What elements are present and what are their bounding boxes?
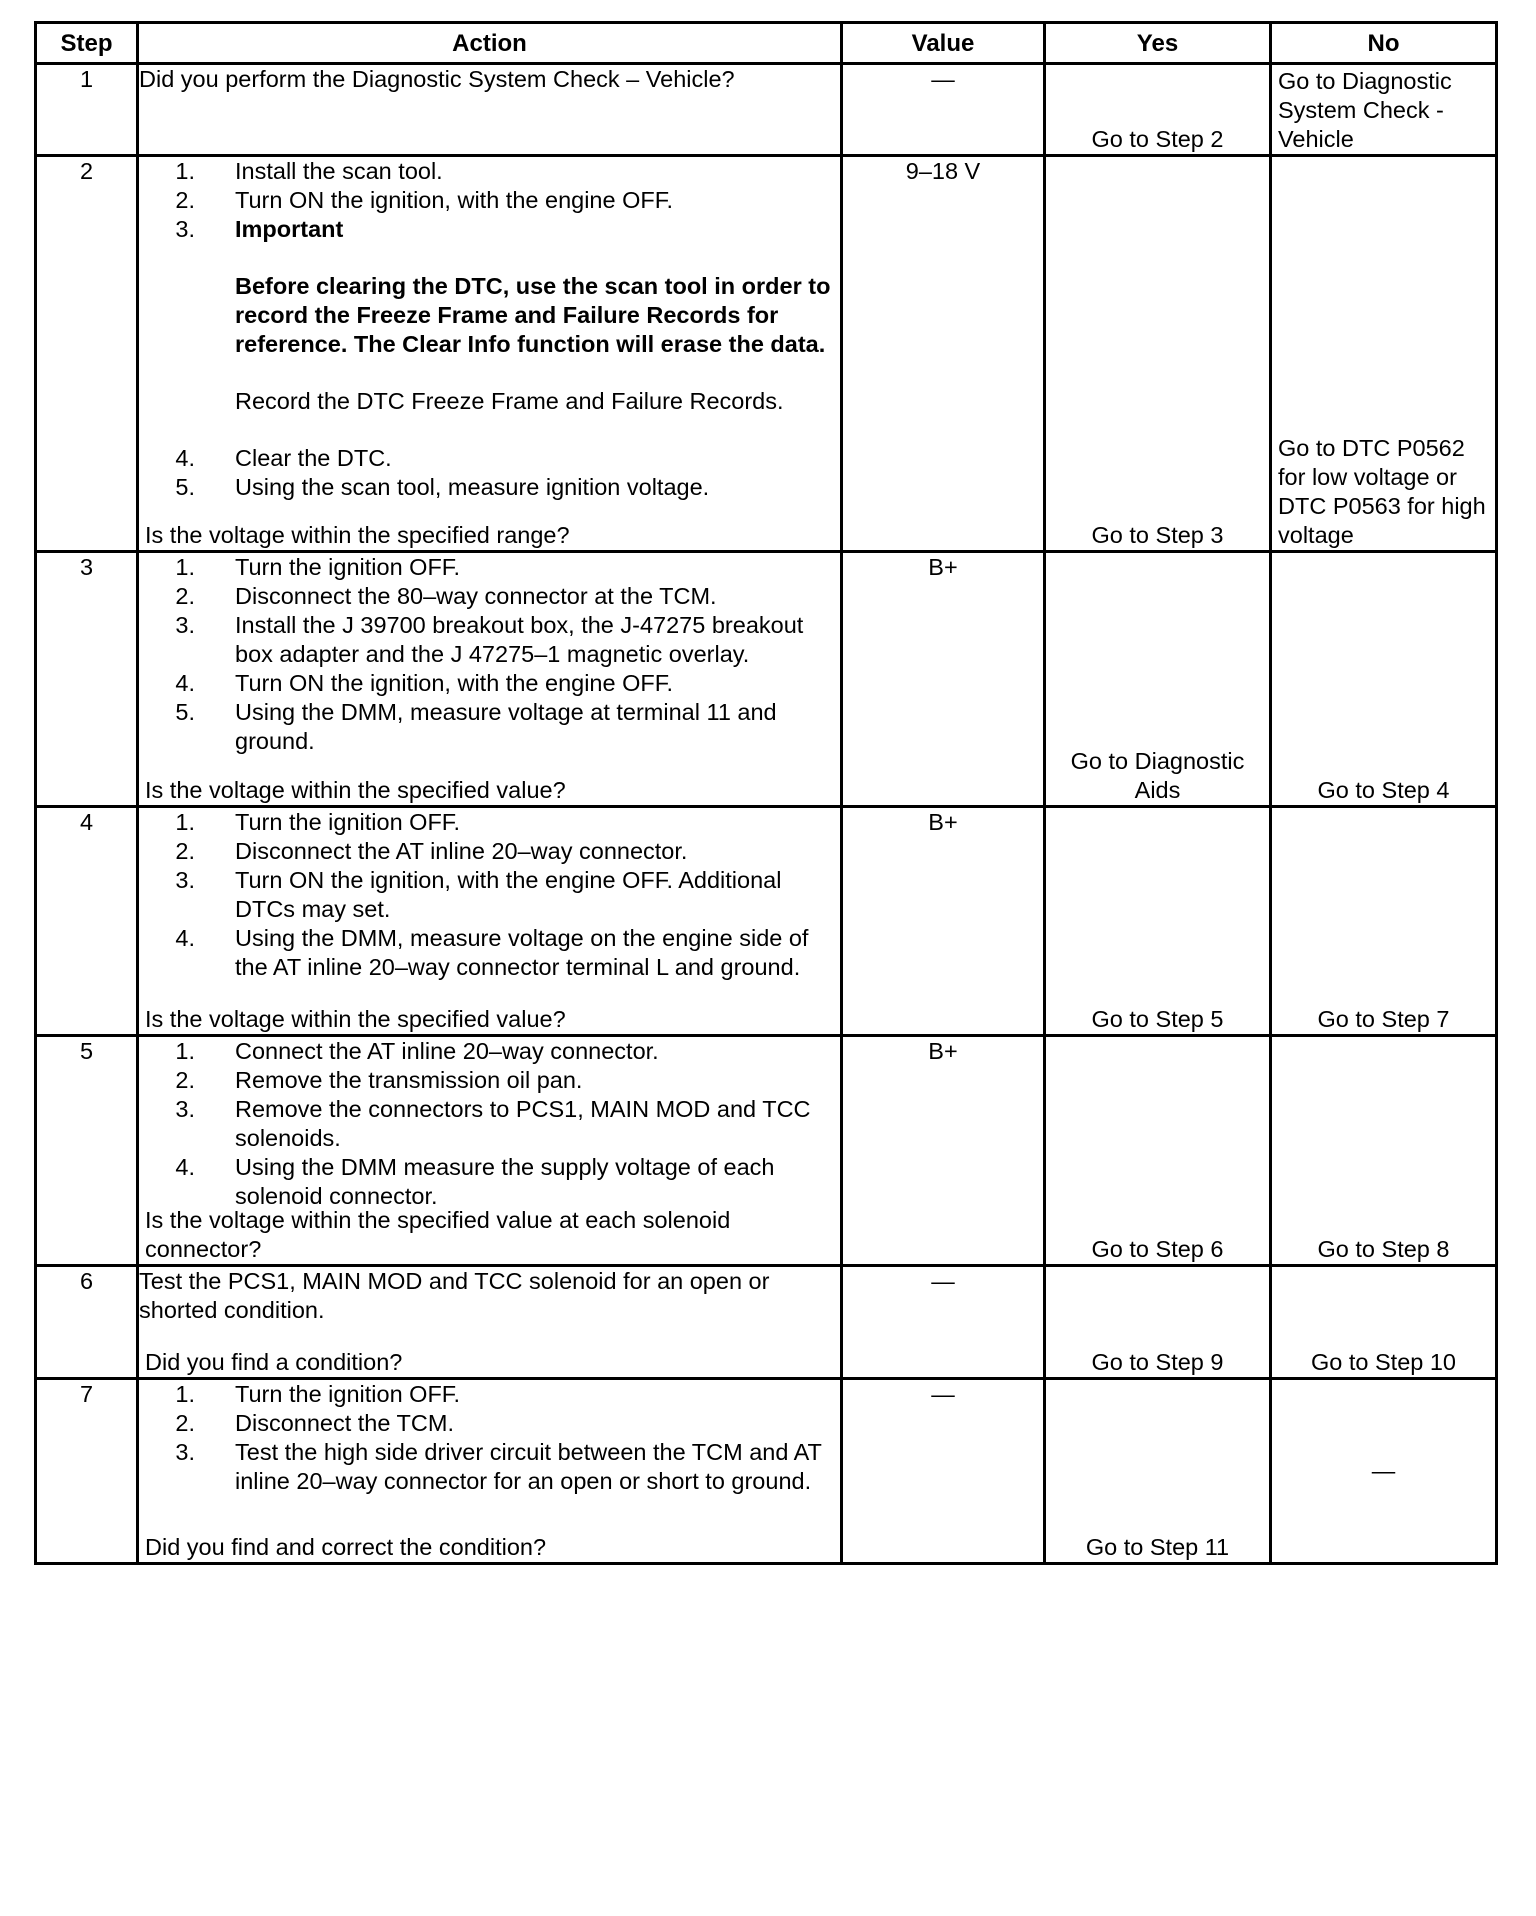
list-item: 1. Install the scan tool. bbox=[175, 158, 443, 184]
action-cell bbox=[138, 64, 842, 156]
value-cell: — bbox=[842, 1266, 1045, 1379]
action-question: Did you find and correct the condition? bbox=[145, 1534, 547, 1560]
important-heading: Important bbox=[235, 216, 344, 242]
action-intro: Did you perform the Diagnostic System Check – Vehicle? bbox=[139, 66, 735, 92]
action-question: Is the voltage within the specified range? bbox=[145, 522, 570, 548]
list-item: 1. Connect the AT inline 20–way connector. bbox=[175, 1038, 659, 1064]
value-cell: B+ bbox=[842, 807, 1045, 1036]
list-item: 5. Using the DMM, measure voltage at terminal 11 and ground. bbox=[175, 699, 777, 754]
no-cell bbox=[1271, 807, 1497, 1036]
no-cell bbox=[1271, 1036, 1497, 1266]
action-cell bbox=[138, 1036, 842, 1266]
list-item: 2. Turn ON the ignition, with the engine OFF. bbox=[175, 187, 674, 213]
step-number: 5 bbox=[36, 1036, 138, 1266]
list-item: 2. Disconnect the TCM. bbox=[175, 1410, 454, 1436]
yes-link[interactable]: Go to Step 9 bbox=[1091, 1349, 1224, 1375]
yes-link[interactable]: Go to Step 5 bbox=[1091, 1006, 1224, 1032]
list-item: 4. Clear the DTC. bbox=[175, 445, 392, 471]
header-step: Step bbox=[36, 23, 138, 64]
list-item: 3. Install the J 39700 breakout box, the J-47275 breakout box adapter and the J 47275–1 magnetic overlay. bbox=[175, 612, 804, 667]
yes-cell bbox=[1045, 156, 1271, 552]
no-link[interactable]: Go to Step 8 bbox=[1317, 1236, 1450, 1262]
step-number: 7 bbox=[36, 1379, 138, 1564]
value-cell: — bbox=[842, 64, 1045, 156]
action-question: Is the voltage within the specified value at each solenoid connector? bbox=[145, 1207, 731, 1262]
no-cell bbox=[1271, 552, 1497, 807]
record-instruction: Record the DTC Freeze Frame and Failure Records. bbox=[235, 388, 784, 414]
value-cell: B+ bbox=[842, 552, 1045, 807]
list-item: 1. Turn the ignition OFF. bbox=[175, 1381, 461, 1407]
no-link[interactable]: Go to Diagnostic System Check - Vehicle bbox=[1278, 68, 1452, 152]
list-item: 2. Disconnect the 80–way connector at the TCM. bbox=[175, 583, 717, 609]
table-row bbox=[36, 807, 1497, 1036]
step-number: 6 bbox=[36, 1266, 138, 1379]
action-question: Is the voltage within the specified value? bbox=[145, 777, 566, 803]
list-item: 1. Turn the ignition OFF. bbox=[175, 809, 461, 835]
value-cell: — bbox=[842, 1379, 1045, 1564]
table-row bbox=[36, 64, 1497, 156]
header-value: Value bbox=[842, 23, 1045, 64]
diagnostic-table bbox=[34, 21, 1498, 1565]
yes-link[interactable]: Go to Step 6 bbox=[1091, 1236, 1224, 1262]
step-number: 3 bbox=[36, 552, 138, 807]
step-number: 4 bbox=[36, 807, 138, 1036]
list-item: 4. Turn ON the ignition, with the engine OFF. bbox=[175, 670, 674, 696]
value-cell: B+ bbox=[842, 1036, 1045, 1266]
action-question: Did you find a condition? bbox=[145, 1349, 403, 1375]
action-cell bbox=[138, 807, 842, 1036]
no-cell bbox=[1271, 156, 1497, 552]
list-item: 3. Important Before clearing the DTC, use the scan tool in order to record the Freeze Frame and Failure Records for reference. The Clear Info function will erase the data. Record the DTC Freeze Frame and Failure Records. bbox=[139, 215, 840, 444]
table-row bbox=[36, 1379, 1497, 1564]
header-action: Action bbox=[138, 23, 842, 64]
yes-link[interactable]: Go to Step 2 bbox=[1091, 126, 1224, 152]
yes-cell bbox=[1045, 1036, 1271, 1266]
list-item: 4. Using the DMM, measure voltage on the engine side of the AT inline 20–way connector terminal L and ground. bbox=[175, 925, 809, 980]
value-cell: 9–18 V bbox=[842, 156, 1045, 552]
step-list bbox=[139, 1380, 840, 1496]
no-cell bbox=[1271, 1266, 1497, 1379]
step-number: 2 bbox=[36, 156, 138, 552]
list-item: 3. Test the high side driver circuit between the TCM and AT inline 20–way connector for an open or short to ground. bbox=[175, 1439, 822, 1494]
yes-cell bbox=[1045, 64, 1271, 156]
header-yes: Yes bbox=[1045, 23, 1271, 64]
action-cell bbox=[138, 156, 842, 552]
yes-link[interactable]: Go to Step 3 bbox=[1091, 522, 1224, 548]
yes-cell bbox=[1045, 807, 1271, 1036]
action-cell bbox=[138, 1266, 842, 1379]
header-no: No bbox=[1271, 23, 1497, 64]
step-list bbox=[139, 1037, 840, 1211]
step-number: 1 bbox=[36, 64, 138, 156]
no-link[interactable]: Go to Step 10 bbox=[1310, 1349, 1457, 1375]
step-list bbox=[139, 553, 840, 756]
no-link[interactable]: Go to Step 7 bbox=[1317, 1006, 1450, 1032]
no-cell bbox=[1271, 1379, 1497, 1564]
no-value: — bbox=[1371, 1457, 1396, 1484]
step-list bbox=[139, 808, 840, 982]
list-item: 2. Disconnect the AT inline 20–way connector. bbox=[175, 838, 688, 864]
no-cell bbox=[1271, 64, 1497, 156]
header-row bbox=[36, 23, 1497, 64]
step-list bbox=[139, 157, 840, 502]
no-link[interactable]: Go to DTC P0562 for low voltage or DTC P0563 for high voltage bbox=[1278, 435, 1486, 548]
yes-link[interactable]: Go to Diagnostic Aids bbox=[1070, 748, 1245, 803]
yes-cell bbox=[1045, 1266, 1271, 1379]
action-question: Is the voltage within the specified value? bbox=[145, 1006, 566, 1032]
list-item: 3. Remove the connectors to PCS1, MAIN MOD and TCC solenoids. bbox=[175, 1096, 811, 1151]
action-intro: Test the PCS1, MAIN MOD and TCC solenoid for an open or shorted condition. bbox=[139, 1268, 770, 1323]
table-row bbox=[36, 1266, 1497, 1379]
list-item: 2. Remove the transmission oil pan. bbox=[175, 1067, 583, 1093]
important-note: Before clearing the DTC, use the scan tool in order to record the Freeze Frame and Failure Records for reference. The Clear Info function will erase the data. bbox=[235, 273, 831, 357]
table-row bbox=[36, 1036, 1497, 1266]
table-row bbox=[36, 156, 1497, 552]
yes-link[interactable]: Go to Step 11 bbox=[1085, 1534, 1230, 1560]
table-row bbox=[36, 552, 1497, 807]
list-item: 1. Turn the ignition OFF. bbox=[175, 554, 461, 580]
no-link[interactable]: Go to Step 4 bbox=[1317, 777, 1450, 803]
list-item: 4. Using the DMM measure the supply voltage of each solenoid connector. bbox=[175, 1154, 775, 1209]
list-item: 5. Using the scan tool, measure ignition voltage. bbox=[175, 474, 710, 500]
yes-cell bbox=[1045, 1379, 1271, 1564]
yes-cell bbox=[1045, 552, 1271, 807]
action-cell bbox=[138, 552, 842, 807]
list-item: 3. Turn ON the ignition, with the engine OFF. Additional DTCs may set. bbox=[175, 867, 782, 922]
action-cell bbox=[138, 1379, 842, 1564]
